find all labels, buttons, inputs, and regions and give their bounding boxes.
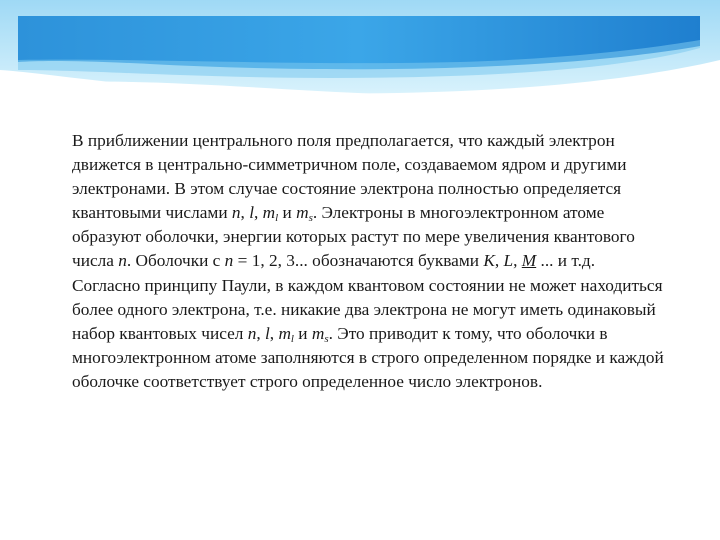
text-segment: , xyxy=(513,251,522,271)
symbol-l: l xyxy=(264,323,270,343)
text-segment: = 1, 2, 3... обозначаются буквами xyxy=(233,251,484,271)
text-segment: , xyxy=(256,323,265,343)
symbol-l: l xyxy=(249,203,254,223)
wave-header-decoration xyxy=(0,0,720,120)
text-segment: . Оболочки с xyxy=(126,251,225,271)
text-segment: . Это приводит к тому, что оболочки в многоэлектронном атоме заполняются в строго определенном порядке и каждой оболочке соответствует строго определенное число электронов. xyxy=(72,323,664,391)
shell-letter-m: M xyxy=(521,251,537,271)
text-segment: , xyxy=(269,323,279,343)
text-segment: , xyxy=(254,203,263,223)
text-segment: и xyxy=(293,323,312,343)
text-segment: ... и т.д. Согласно принципу Паули, в каждом квантовом состоянии не может находиться более одного электрона, т.е. никакие два электрона не могут иметь одинаковый набор квантовых чисел xyxy=(72,251,663,343)
text-segment: . Электроны в многоэлектронном атоме образуют оболочки, энергии которых растут по мере увеличения квантового числа xyxy=(72,203,635,271)
text-segment: , xyxy=(494,251,504,271)
text-segment: и xyxy=(278,203,297,223)
symbol-n: n xyxy=(247,323,257,343)
shell-letter-k: K xyxy=(483,251,495,271)
text-segment: В приближении центрального поля предполагается, что каждый электрон движется в центрально-симметричном поле, создаваемом ядром и другими электронами. В этом случае состояние электрона полностью определяется квантовыми числами xyxy=(72,131,627,223)
symbol-ml: $m_l$ xyxy=(278,323,294,345)
symbol-ms: $m_s$ xyxy=(311,323,329,345)
symbol-ml: $m_l$ xyxy=(262,203,279,225)
shell-letter-l: L xyxy=(503,251,514,271)
body-paragraph xyxy=(72,129,664,394)
symbol-n: n xyxy=(224,251,234,271)
symbol-n: n xyxy=(231,203,241,223)
symbol-ms: $m_s$ xyxy=(296,203,313,225)
text-segment: , xyxy=(240,203,250,223)
symbol-n: n xyxy=(118,251,127,271)
